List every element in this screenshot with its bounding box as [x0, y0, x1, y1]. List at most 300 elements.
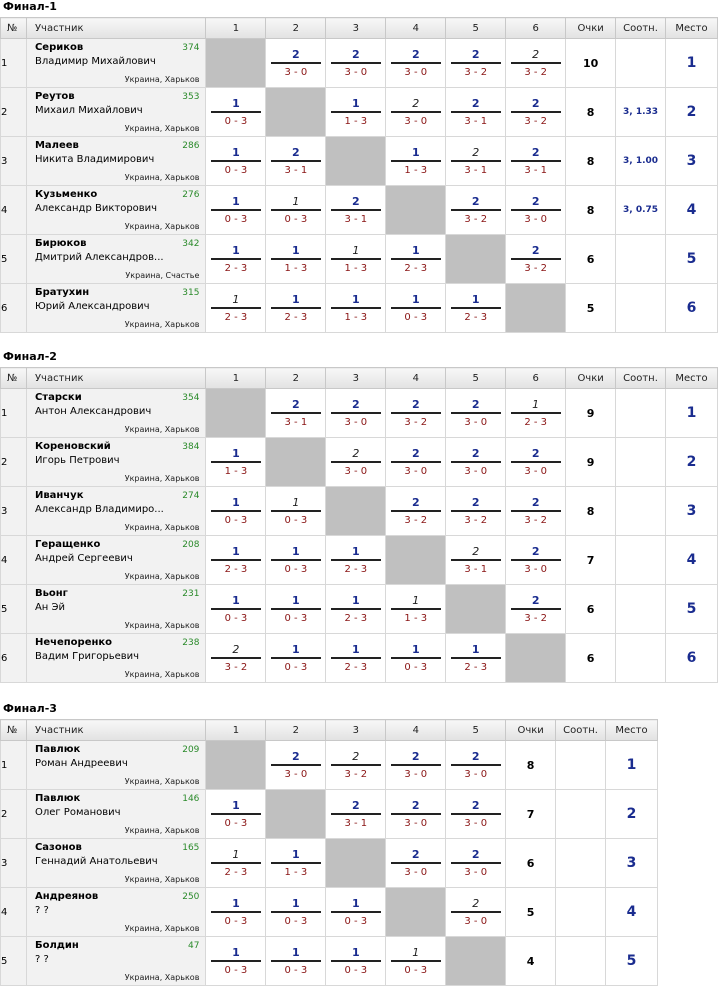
- match-games: 3 - 2: [344, 768, 368, 780]
- match-cell[interactable]: [446, 536, 506, 585]
- match-score: [386, 750, 445, 781]
- match-score: [506, 48, 565, 79]
- match-points: 1: [411, 145, 420, 159]
- match-cell[interactable]: [206, 186, 266, 235]
- match-cell[interactable]: [446, 888, 506, 937]
- match-cell[interactable]: [326, 389, 386, 438]
- match-cell[interactable]: [446, 186, 506, 235]
- match-games: 0 - 3: [404, 661, 428, 673]
- match-cell[interactable]: [206, 585, 266, 634]
- header-col: 3: [326, 720, 386, 741]
- match-score: [506, 398, 565, 429]
- match-cell[interactable]: [326, 634, 386, 683]
- match-cell[interactable]: [266, 937, 326, 986]
- score-divider: [271, 608, 321, 610]
- match-cell[interactable]: [206, 487, 266, 536]
- participant-city: Украина, Харьков: [124, 320, 200, 329]
- score-divider: [391, 657, 441, 659]
- table-row: [1, 741, 658, 790]
- participant-city: Украина, Харьков: [124, 523, 200, 532]
- match-games: 3 - 1: [464, 563, 488, 575]
- participant-last-name[interactable]: Реутов: [34, 91, 75, 102]
- match-cell[interactable]: [506, 487, 566, 536]
- participant-cell[interactable]: [26, 88, 205, 137]
- score-divider: [391, 62, 441, 64]
- participant-cell[interactable]: [26, 741, 205, 790]
- match-cell[interactable]: [326, 438, 386, 487]
- match-games: 3 - 0: [524, 465, 548, 477]
- table-row: [1, 839, 658, 888]
- match-score: [206, 848, 265, 879]
- match-score: [266, 594, 325, 625]
- participant-cell[interactable]: [26, 186, 205, 235]
- row-number: 2: [1, 790, 27, 839]
- participant-city: Украина, Харьков: [124, 670, 200, 679]
- match-cell[interactable]: [266, 536, 326, 585]
- score-divider: [511, 160, 561, 162]
- match-cell[interactable]: [386, 284, 446, 333]
- match-cell[interactable]: [446, 137, 506, 186]
- match-score: [326, 195, 385, 226]
- participant-cell[interactable]: [26, 235, 205, 284]
- participant-cell[interactable]: [26, 839, 205, 888]
- score-divider: [271, 307, 321, 309]
- match-games: 3 - 2: [524, 514, 548, 526]
- match-cell[interactable]: [266, 839, 326, 888]
- score-divider: [391, 461, 441, 463]
- match-points: 1: [232, 194, 240, 208]
- score-divider: [391, 307, 441, 309]
- total-points: 5: [566, 284, 616, 333]
- final-title: Финал-2: [3, 350, 57, 363]
- match-cell[interactable]: [206, 284, 266, 333]
- participant-first-name: Никита Владимирович: [34, 154, 155, 165]
- header-col: 2: [266, 368, 326, 389]
- match-cell[interactable]: [446, 39, 506, 88]
- match-cell[interactable]: [266, 634, 326, 683]
- match-cell[interactable]: [386, 585, 446, 634]
- score-divider: [511, 461, 561, 463]
- match-cell[interactable]: [326, 585, 386, 634]
- match-cell[interactable]: [266, 741, 326, 790]
- match-score: [386, 946, 445, 977]
- match-cell[interactable]: [326, 186, 386, 235]
- score-divider: [331, 461, 381, 463]
- match-points: 2: [471, 847, 480, 861]
- match-games: 3 - 0: [404, 817, 428, 829]
- match-games: 3 - 0: [464, 817, 488, 829]
- match-points: 2: [411, 798, 420, 812]
- total-points: 6: [566, 634, 616, 683]
- match-points: 1: [292, 847, 300, 861]
- match-cell[interactable]: [386, 235, 446, 284]
- match-score: [326, 48, 385, 79]
- match-cell[interactable]: [266, 235, 326, 284]
- match-cell[interactable]: [446, 284, 506, 333]
- match-cell[interactable]: [206, 839, 266, 888]
- match-cell[interactable]: [206, 888, 266, 937]
- match-score: [506, 97, 565, 128]
- match-score: [266, 496, 325, 527]
- match-games: 0 - 3: [284, 213, 308, 225]
- score-divider: [511, 559, 561, 561]
- participant-city: Украина, Харьков: [124, 425, 200, 434]
- match-cell[interactable]: [206, 937, 266, 986]
- match-games: 3 - 0: [284, 66, 308, 78]
- match-cell[interactable]: [506, 39, 566, 88]
- match-games: 0 - 3: [344, 915, 368, 927]
- self-cell: [326, 487, 386, 536]
- match-score: [266, 643, 325, 674]
- score-divider: [331, 62, 381, 64]
- tiebreak-ratio: [616, 438, 666, 487]
- score-divider: [331, 209, 381, 211]
- match-cell[interactable]: [446, 438, 506, 487]
- participant-cell[interactable]: [26, 536, 205, 585]
- match-points: 2: [532, 47, 540, 61]
- total-points: 9: [566, 389, 616, 438]
- score-divider: [451, 559, 501, 561]
- participant-cell[interactable]: [26, 937, 205, 986]
- participant-first-name: Олег Романович: [34, 807, 121, 818]
- table-row: [1, 888, 658, 937]
- score-divider: [271, 160, 321, 162]
- match-score: [506, 146, 565, 177]
- match-points: 2: [352, 749, 360, 763]
- match-games: 0 - 3: [224, 817, 248, 829]
- score-divider: [451, 862, 501, 864]
- score-divider: [391, 960, 441, 962]
- match-points: 1: [232, 798, 240, 812]
- tiebreak-ratio: [556, 741, 606, 790]
- match-cell[interactable]: [386, 137, 446, 186]
- match-points: 1: [232, 292, 240, 306]
- match-score: [446, 897, 505, 928]
- match-games: 3 - 0: [404, 66, 428, 78]
- match-score: [446, 496, 505, 527]
- participant-last-name[interactable]: Болдин: [34, 940, 79, 951]
- match-score: [326, 244, 385, 275]
- tiebreak-ratio: [616, 39, 666, 88]
- tiebreak-ratio: [616, 389, 666, 438]
- match-games: 3 - 1: [524, 164, 548, 176]
- match-cell[interactable]: [206, 88, 266, 137]
- match-games: 3 - 0: [524, 213, 548, 225]
- score-divider: [391, 412, 441, 414]
- score-divider: [451, 160, 501, 162]
- score-divider: [451, 911, 501, 913]
- match-cell[interactable]: [446, 389, 506, 438]
- match-games: 3 - 2: [464, 514, 488, 526]
- match-cell[interactable]: [446, 88, 506, 137]
- match-games: 0 - 3: [224, 915, 248, 927]
- match-points: 1: [351, 593, 360, 607]
- total-points: 9: [566, 438, 616, 487]
- match-score: [266, 750, 325, 781]
- participant-last-name[interactable]: Павлюк: [34, 793, 81, 804]
- match-cell[interactable]: [326, 284, 386, 333]
- match-cell[interactable]: [446, 741, 506, 790]
- participant-last-name[interactable]: Кузьменко: [34, 189, 98, 200]
- match-games: 3 - 0: [344, 66, 368, 78]
- match-points: 1: [351, 642, 360, 656]
- participant-city: Украина, Харьков: [124, 826, 200, 835]
- participant-cell[interactable]: [26, 389, 205, 438]
- participant-last-name[interactable]: Нечепоренко: [34, 637, 113, 648]
- match-games: 3 - 0: [464, 915, 488, 927]
- tiebreak-ratio: [556, 888, 606, 937]
- header-participant: Участник: [26, 18, 205, 39]
- header-col: 5: [446, 720, 506, 741]
- participant-city: Украина, Харьков: [124, 572, 200, 581]
- match-score: [386, 244, 445, 275]
- match-cell[interactable]: [206, 790, 266, 839]
- match-cell[interactable]: [206, 137, 266, 186]
- match-cell[interactable]: [386, 741, 446, 790]
- match-cell[interactable]: [206, 634, 266, 683]
- place-number: 2: [665, 438, 717, 487]
- tiebreak-ratio: [616, 235, 666, 284]
- match-cell[interactable]: [506, 536, 566, 585]
- match-points: 1: [412, 593, 420, 607]
- match-score: [386, 594, 445, 625]
- place-number: 3: [665, 487, 717, 536]
- match-games: 3 - 2: [464, 213, 488, 225]
- match-points: 2: [472, 896, 480, 910]
- self-cell: [206, 389, 266, 438]
- match-games: 3 - 2: [464, 66, 488, 78]
- score-divider: [211, 111, 261, 113]
- match-cell[interactable]: [206, 438, 266, 487]
- header-col: 2: [266, 720, 326, 741]
- row-number: 3: [1, 137, 27, 186]
- participant-last-name[interactable]: Вьонг: [34, 588, 68, 599]
- total-points: 6: [566, 235, 616, 284]
- match-games: 0 - 3: [224, 964, 248, 976]
- participant-rating: 286: [182, 141, 200, 151]
- participant-cell[interactable]: [26, 284, 205, 333]
- row-number: 2: [1, 438, 27, 487]
- score-divider: [271, 960, 321, 962]
- match-cell[interactable]: [506, 137, 566, 186]
- match-cell[interactable]: [386, 790, 446, 839]
- match-points: 2: [471, 495, 480, 509]
- participant-last-name[interactable]: Бирюков: [34, 238, 87, 249]
- match-points: 2: [351, 798, 360, 812]
- match-games: 3 - 0: [464, 866, 488, 878]
- match-cell[interactable]: [506, 389, 566, 438]
- match-games: 3 - 1: [284, 164, 308, 176]
- total-points: 6: [506, 839, 556, 888]
- participant-cell[interactable]: [26, 790, 205, 839]
- participant-city: Украина, Харьков: [124, 173, 200, 182]
- match-points: 2: [411, 749, 420, 763]
- participant-city: Украина, Харьков: [124, 875, 200, 884]
- match-cell[interactable]: [326, 937, 386, 986]
- match-games: 2 - 3: [284, 311, 308, 323]
- header-ratio: Соотн.: [616, 368, 666, 389]
- participant-cell[interactable]: [26, 438, 205, 487]
- match-score: [446, 799, 505, 830]
- score-divider: [211, 608, 261, 610]
- score-divider: [511, 412, 561, 414]
- self-cell: [206, 39, 266, 88]
- match-score: [206, 97, 265, 128]
- score-divider: [331, 813, 381, 815]
- header-row: [1, 18, 718, 39]
- participant-rating: 353: [182, 92, 200, 102]
- match-points: 2: [472, 544, 480, 558]
- match-cell[interactable]: [506, 235, 566, 284]
- participant-cell[interactable]: [26, 888, 205, 937]
- score-divider: [331, 960, 381, 962]
- match-cell[interactable]: [326, 741, 386, 790]
- place-number: 1: [606, 741, 658, 790]
- row-number: 2: [1, 88, 27, 137]
- participant-rating: 250: [182, 892, 200, 902]
- match-points: 1: [351, 945, 360, 959]
- row-number: 3: [1, 839, 27, 888]
- tiebreak-ratio: [556, 937, 606, 986]
- participant-last-name[interactable]: Геращенко: [34, 539, 101, 550]
- match-cell[interactable]: [266, 389, 326, 438]
- participant-last-name[interactable]: Братухин: [34, 287, 90, 298]
- tiebreak-ratio: [616, 284, 666, 333]
- table-row: [1, 39, 718, 88]
- match-points: 1: [232, 945, 240, 959]
- match-cell[interactable]: [206, 235, 266, 284]
- match-cell[interactable]: [446, 790, 506, 839]
- score-divider: [391, 608, 441, 610]
- header-col: 3: [326, 18, 386, 39]
- match-cell[interactable]: [506, 88, 566, 137]
- match-points: 2: [471, 749, 480, 763]
- match-cell[interactable]: [386, 937, 446, 986]
- header-col: 1: [206, 368, 266, 389]
- participant-last-name[interactable]: Старски: [34, 392, 82, 403]
- participant-last-name[interactable]: Павлюк: [34, 744, 81, 755]
- place-number: 3: [606, 839, 658, 888]
- match-cell[interactable]: [326, 888, 386, 937]
- match-games: 0 - 3: [224, 115, 248, 127]
- participant-cell[interactable]: [26, 487, 205, 536]
- self-cell: [446, 937, 506, 986]
- match-points: 2: [472, 145, 480, 159]
- score-divider: [511, 510, 561, 512]
- participant-cell[interactable]: [26, 39, 205, 88]
- match-cell[interactable]: [506, 585, 566, 634]
- place-number: 4: [606, 888, 658, 937]
- match-score: [446, 97, 505, 128]
- match-cell[interactable]: [326, 88, 386, 137]
- match-cell[interactable]: [446, 487, 506, 536]
- score-divider: [211, 307, 261, 309]
- match-cell[interactable]: [446, 634, 506, 683]
- tiebreak-ratio: [616, 487, 666, 536]
- match-score: [386, 848, 445, 879]
- match-cell[interactable]: [386, 389, 446, 438]
- score-divider: [331, 111, 381, 113]
- match-cell[interactable]: [266, 186, 326, 235]
- score-divider: [331, 608, 381, 610]
- score-divider: [211, 657, 261, 659]
- match-cell[interactable]: [206, 536, 266, 585]
- match-cell[interactable]: [386, 438, 446, 487]
- match-score: [386, 97, 445, 128]
- match-points: 1: [232, 495, 240, 509]
- participant-cell[interactable]: [26, 585, 205, 634]
- match-cell[interactable]: [506, 438, 566, 487]
- self-cell: [506, 284, 566, 333]
- header-col: 4: [386, 720, 446, 741]
- match-cell[interactable]: [446, 839, 506, 888]
- participant-last-name[interactable]: Малеев: [34, 140, 79, 151]
- match-games: 3 - 0: [404, 866, 428, 878]
- match-cell[interactable]: [326, 39, 386, 88]
- participant-rating: 384: [182, 442, 200, 452]
- total-points: 8: [566, 186, 616, 235]
- match-cell[interactable]: [266, 585, 326, 634]
- score-divider: [331, 911, 381, 913]
- match-points: 2: [531, 593, 540, 607]
- participant-cell[interactable]: [26, 634, 205, 683]
- match-score: [386, 398, 445, 429]
- match-cell[interactable]: [326, 790, 386, 839]
- match-games: 0 - 3: [224, 612, 248, 624]
- header-col: 3: [326, 368, 386, 389]
- match-cell[interactable]: [266, 39, 326, 88]
- match-games: 2 - 3: [344, 661, 368, 673]
- match-cell[interactable]: [266, 888, 326, 937]
- match-score: [206, 244, 265, 275]
- tiebreak-ratio: 3, 1.33: [616, 88, 666, 137]
- match-score: [206, 293, 265, 324]
- match-points: 1: [292, 495, 300, 509]
- participant-first-name: Юрий Александрович: [34, 301, 150, 312]
- match-cell[interactable]: [326, 235, 386, 284]
- match-points: 1: [292, 642, 300, 656]
- participant-last-name[interactable]: Кореновский: [34, 441, 111, 452]
- match-cell[interactable]: [386, 88, 446, 137]
- participant-last-name[interactable]: Сериков: [34, 42, 84, 53]
- match-points: 1: [532, 397, 540, 411]
- self-cell: [506, 634, 566, 683]
- match-points: 1: [232, 243, 240, 257]
- match-cell[interactable]: [326, 536, 386, 585]
- score-divider: [211, 461, 261, 463]
- match-cell[interactable]: [266, 487, 326, 536]
- match-cell[interactable]: [386, 839, 446, 888]
- match-games: 3 - 0: [464, 465, 488, 477]
- participant-last-name[interactable]: Иванчук: [34, 490, 84, 501]
- match-cell[interactable]: [266, 137, 326, 186]
- match-cell[interactable]: [386, 634, 446, 683]
- match-cell[interactable]: [266, 284, 326, 333]
- match-score: [266, 146, 325, 177]
- match-games: 2 - 3: [224, 563, 248, 575]
- row-number: 1: [1, 39, 27, 88]
- participant-last-name[interactable]: Андреянов: [34, 891, 99, 902]
- match-points: 2: [531, 495, 540, 509]
- match-games: 1 - 3: [224, 465, 248, 477]
- header-ratio: Соотн.: [616, 18, 666, 39]
- match-cell[interactable]: [386, 487, 446, 536]
- score-divider: [271, 764, 321, 766]
- match-cell[interactable]: [386, 39, 446, 88]
- match-cell[interactable]: [506, 186, 566, 235]
- participant-cell[interactable]: [26, 137, 205, 186]
- participant-last-name[interactable]: Сазонов: [34, 842, 82, 853]
